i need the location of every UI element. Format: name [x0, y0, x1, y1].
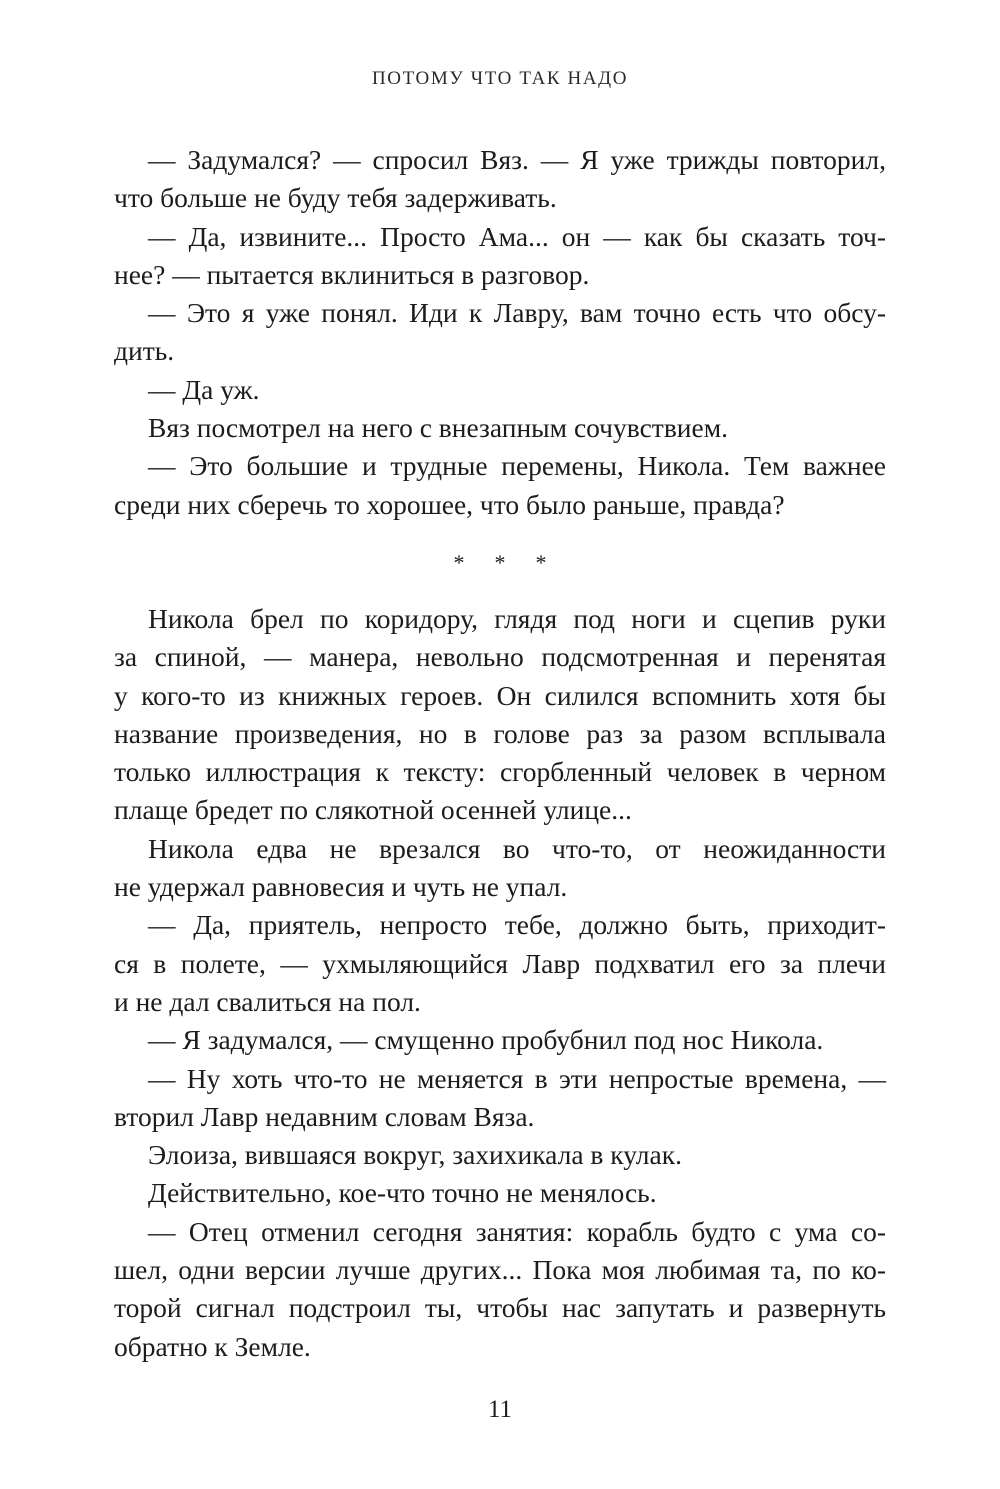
text-line: не удержал равновесия и чуть не упал. — [114, 871, 568, 903]
text-line: — Это я уже понял. Иди к Лавру, вам точно есть что обсу- — [148, 297, 886, 329]
text-line: у кого-то из книжных героев. Он силился вспомнить хотя бы — [114, 679, 886, 711]
text-line: плаще бредет по слякотной осенней улице... — [114, 794, 632, 826]
section-separator: *** — [453, 550, 577, 575]
text-line: Никола едва не врезался во что-то, от неожиданности — [148, 832, 886, 864]
text-line: — Это большие и трудные перемены, Никола. Тем важнее — [148, 450, 886, 482]
running-head: ПОТОМУ ЧТО ТАК НАДО — [371, 68, 629, 89]
text-line: — Ну хоть что-то не меняется в эти непростые времена, — — [148, 1062, 886, 1094]
text-section-1 — [114, 141, 886, 524]
text-line: Элоиза, вившаяся вокруг, захихикала в кулак. — [148, 1139, 682, 1171]
text-line: Никола брел по коридору, глядя под ноги и сцепив руки — [148, 603, 886, 634]
page-number: 11 — [487, 1396, 513, 1423]
text-line: — Я задумался, — смущенно пробубнил под нос Никола. — [148, 1024, 824, 1056]
text-line: только иллюстрация к тексту: сгорбленный человек в черном — [114, 756, 886, 788]
text-line: шел, одни версии лучше других... Пока моя любимая та, по ко- — [114, 1254, 886, 1286]
text-line: — Да уж. — [148, 373, 260, 405]
text-line: дить. — [114, 335, 175, 367]
text-line: торой сигнал подстроил ты, чтобы нас запутать и развернуть — [114, 1292, 886, 1324]
text-line: обратно к Земле. — [114, 1330, 311, 1362]
text-line: — Да, приятель, непросто тебе, должно быть, приходит- — [148, 909, 886, 941]
text-section-2 — [114, 600, 886, 1366]
text-line: — Отец отменил сегодня занятия: корабль будто с ума со- — [148, 1215, 886, 1247]
text-line: что больше не буду тебя задерживать. — [114, 182, 557, 214]
text-line: Вяз посмотрел на него с внезапным сочувствием. — [148, 412, 728, 444]
text-line: нее? — пытается вклиниться в разговор. — [114, 258, 590, 290]
text-line: ся в полете, — ухмыляющийся Лавр подхватил его за плечи — [114, 947, 886, 979]
text-line: — Да, извините... Просто Ама... он — как бы сказать точ- — [148, 220, 886, 252]
text-line: — Задумался? — спросил Вяз. — Я уже трижды повторил, — [148, 144, 886, 175]
text-line: название произведения, но в голове раз за разом всплывала — [114, 717, 886, 749]
text-line: за спиной, — манера, невольно подсмотренная и перенятая — [114, 641, 886, 673]
text-line: и не дал свалиться на пол. — [114, 985, 421, 1017]
text-line: Действительно, кое-что точно не менялось. — [148, 1177, 657, 1209]
text-line: вторил Лавр недавним словам Вяза. — [114, 1100, 535, 1132]
text-line: среди них сберечь то хорошее, что было раньше, правда? — [114, 488, 785, 520]
